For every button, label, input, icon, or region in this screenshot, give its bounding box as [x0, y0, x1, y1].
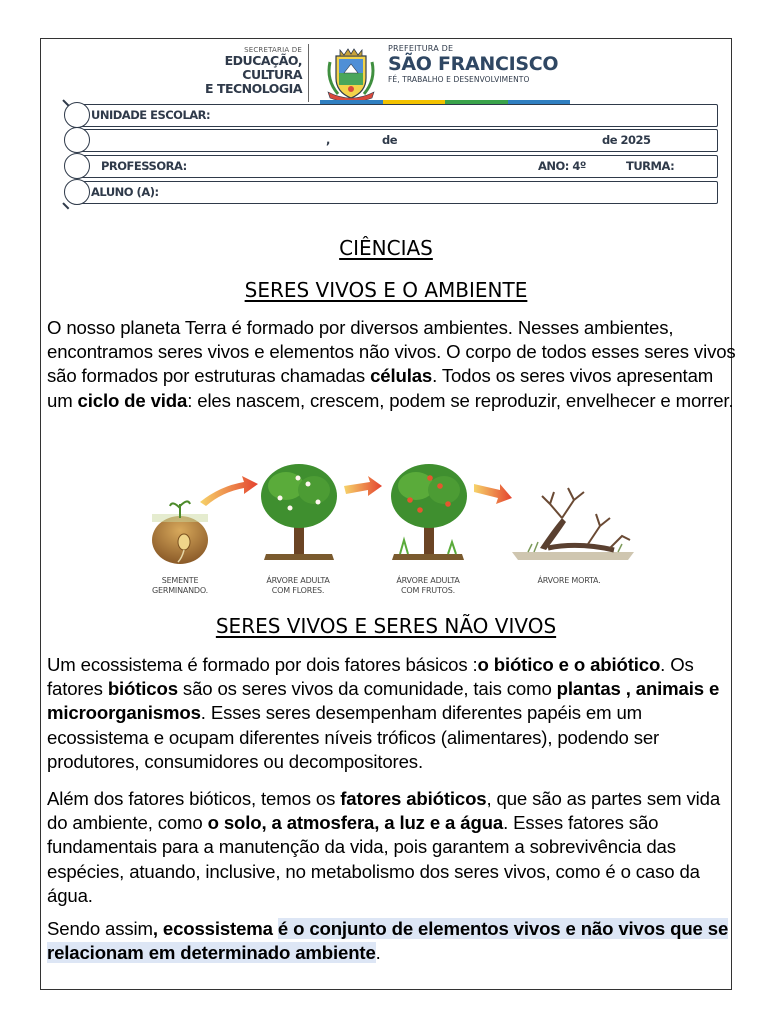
caption-line: COM FLORES.	[271, 586, 325, 595]
secretaria-line2: CULTURA	[242, 67, 302, 82]
life-cycle-drawing	[148, 456, 638, 576]
caption-seed	[152, 576, 208, 596]
school-label: UNIDADE ESCOLAR:	[91, 108, 211, 122]
caption-line: ÁRVORE MORTA.	[537, 576, 601, 585]
paragraph-ecosystem-factors	[47, 653, 737, 774]
paragraph-intro	[47, 316, 737, 413]
text-run: . Todos os seres vivos apresentam um	[47, 365, 714, 411]
prefeitura-slogan: FÉ, TRABALHO E DESENVOLVIMENTO	[388, 75, 530, 84]
secretaria-line1: EDUCAÇÃO,	[224, 53, 302, 68]
prefeitura-small: PREFEITURA DE	[388, 44, 454, 53]
class-label: TURMA:	[626, 159, 675, 173]
text-run: Sendo assim	[47, 918, 153, 939]
teacher-label: PROFESSORA:	[101, 159, 187, 173]
text-run: são os seres vivos da comunidade, tais como	[177, 678, 557, 700]
date-year: de 2025	[602, 133, 651, 147]
text-run: Além dos fatores bióticos, temos os	[47, 788, 341, 809]
bold-cells: células	[370, 365, 433, 387]
prefeitura-logo	[388, 44, 558, 84]
caption-fruiting-tree	[386, 576, 470, 596]
bold-ecosystem: , ecossistema	[152, 918, 278, 939]
bold-abiotic-examples: o solo, a atmosfera, a luz e a água	[207, 812, 504, 834]
binder-ring-icon	[64, 179, 90, 205]
text-run: : eles nascem, crescem, podem se reproduzir, envelhecer e morrer.	[187, 389, 734, 411]
heading-living-beings-environment: SERES VIVOS E O AMBIENTE	[244, 278, 528, 302]
binder-ring-icon	[64, 127, 90, 153]
caption-line: SEMENTE	[161, 576, 199, 585]
teacher-row[interactable]	[74, 155, 718, 178]
school-row[interactable]	[74, 104, 718, 127]
subject-title: CIÊNCIAS	[339, 236, 433, 260]
date-row[interactable]	[74, 129, 718, 152]
text-run: . Esses fatores são fundamentais para a manutenção da vida, pois garantem a sobrevivência das espécies, atuando, inclusive, no metabolismo dos seres vivos, como é o caso da água.	[47, 812, 700, 906]
text-run: . Esses seres desempenham diferentes papéis em um ecossistema e ocupam diferentes níveis tróficos (alimentares), podendo ser produtores, consumidores ou decompositores.	[47, 702, 660, 772]
caption-line: ÁRVORE ADULTA	[266, 576, 330, 585]
tree-life-cycle-illustration	[148, 456, 638, 601]
institution-header	[190, 42, 590, 104]
caption-dead-tree	[524, 576, 614, 586]
binder-ring-icon	[64, 153, 90, 179]
highlighted-definition: é o conjunto de elementos vivos e não vivos que se relacionam em determinado ambiente	[47, 918, 729, 964]
bold-organisms: plantas , animais e microorganismos	[47, 678, 720, 724]
caption-line: COM FRUTOS.	[401, 586, 455, 595]
secretaria-line3: E TECNOLOGIA	[205, 81, 302, 96]
secretaria-small: SECRETARIA DE	[244, 46, 302, 54]
student-row[interactable]	[74, 181, 718, 204]
text-run: , que são as partes sem vida do ambiente, como	[47, 788, 721, 834]
text-run: O nosso planeta Terra é formado por diversos ambientes. Nesses ambientes, encontramos seres vivos e elementos não vivos. O corpo de todos esses seres vivos são formados por estruturas chamadas	[47, 317, 736, 387]
city-crest-icon	[322, 42, 380, 102]
heading-living-nonliving: SERES VIVOS E SERES NÃO VIVOS	[215, 614, 557, 638]
bold-biotic-abiotic: o biótico e o abiótico	[477, 654, 661, 675]
caption-line: ÁRVORE ADULTA	[396, 576, 460, 585]
caption-flowering-tree	[256, 576, 340, 596]
date-de: de	[382, 133, 398, 147]
secretaria-logo	[205, 46, 302, 96]
paragraph-abiotic-factors	[47, 787, 737, 908]
bold-biotic: bióticos	[107, 678, 178, 700]
text-run: .	[375, 942, 381, 964]
bold-abiotic: fatores abióticos	[340, 788, 487, 809]
paragraph-ecosystem-definition	[47, 917, 737, 965]
caption-line: GERMINANDO.	[152, 586, 208, 595]
text-run: . Os fatores	[47, 654, 694, 700]
text-run: Um ecossistema é formado por dois fatores básicos :	[47, 654, 478, 675]
header-divider	[308, 44, 309, 102]
prefeitura-name: SÃO FRANCISCO	[388, 53, 559, 75]
bold-life-cycle: ciclo de vida	[77, 389, 188, 411]
grade-label: ANO: 4º	[538, 159, 586, 173]
student-label: ALUNO (A):	[91, 185, 159, 199]
date-comma: ,	[326, 133, 330, 147]
